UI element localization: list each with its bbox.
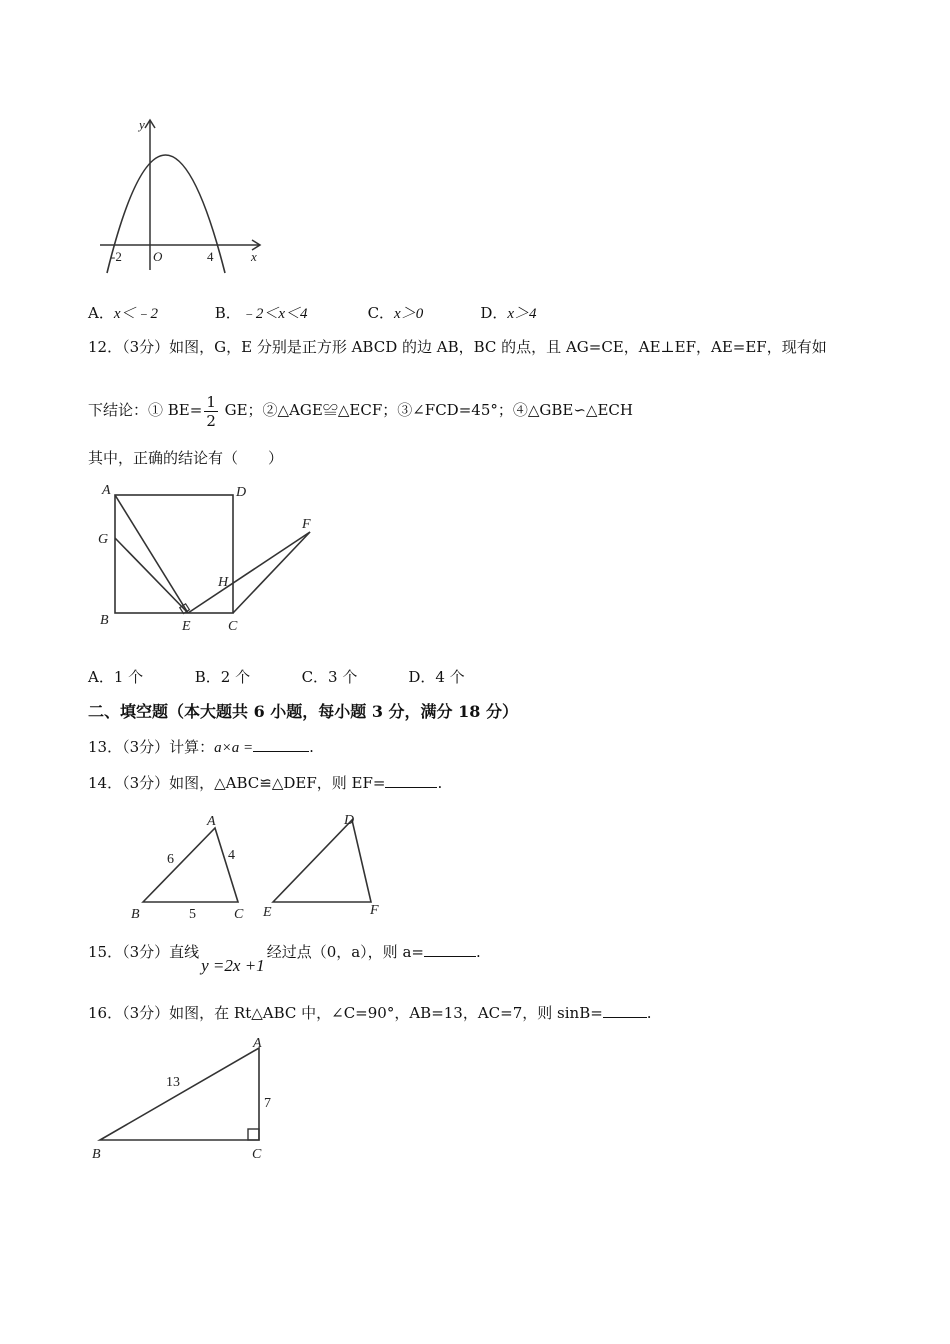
q12-option-b[interactable]: B．2 个 [194,668,251,686]
q12-line2-rest: GE；②△AGE≌△ECF；③∠FCD=45°；④△GBE∽△ECH [219,401,633,419]
q15-answer-blank[interactable] [424,942,476,957]
section2-title: 二、填空题（本大题共 6 小题，每小题 3 分，满分 18 分） [88,702,518,721]
tick-neg-label: -2 [111,249,122,264]
right-triangle-figure [88,1035,288,1165]
label-ac-length: 7 [264,1096,271,1111]
q16-line: 16．（3分）如图，在 Rt△ABC 中，∠C=90°，AB=13，AC=7，则 sinB= . [88,1004,652,1022]
x-axis-label: x [251,249,257,264]
q11-option-a[interactable]: A．x＜﹣2 [88,304,159,322]
label-b: B [100,613,109,628]
label-c: C [234,907,244,922]
q13-line: 13．（3分）计算：a×a = . [88,738,314,756]
square-figure [90,478,330,638]
label-b: B [131,907,140,922]
triangle-abc [143,828,238,902]
q12-fraction: $\frac{1}{2}$ [206,392,216,430]
triangle-def [273,820,371,902]
q12-option-d[interactable]: D．4 个 [408,668,465,686]
q13-expression: a×a = [214,740,254,756]
segment-ef [188,532,310,613]
label-c: C [228,619,238,634]
q15-line-equation: y =2x +1 [201,956,265,975]
label-e: E [182,619,191,634]
label-f: F [370,903,379,918]
congruent-triangles-figure [125,808,395,926]
segment-cf [233,532,310,613]
q14-answer-blank[interactable] [385,773,437,788]
label-ab-length: 6 [167,852,174,867]
parabola-graph [95,115,275,275]
q12-line2-prefix: 下结论：① BE= [88,401,203,419]
q11-option-c[interactable]: C．x＞0 [367,304,424,322]
origin-label: O [153,249,163,264]
q11-option-b[interactable]: B．﹣2＜x＜4 [214,304,308,322]
segment-ae [115,495,188,613]
label-e: E [263,905,272,920]
label-ac-length: 4 [228,848,235,863]
q12-option-c[interactable]: C．3 个 [301,668,358,686]
q13-answer-blank[interactable] [253,737,309,752]
segment-ge [115,538,188,613]
label-ab-length: 13 [166,1075,180,1090]
label-h: H [218,575,229,590]
label-c: C [252,1147,262,1162]
label-g: G [98,532,109,547]
right-angle-mark [248,1129,259,1140]
label-a: A [102,483,111,498]
label-d: D [344,813,355,828]
label-b: B [92,1147,101,1162]
q16-answer-blank[interactable] [603,1003,647,1018]
q12-options [88,667,465,687]
q12-stem-line1: 12．（3分）如图，G，E 分别是正方形 ABCD 的边 AB，BC 的点，且 AG=CE，AE⊥EF，AE=EF，现有如 [88,338,827,356]
label-bc-length: 5 [189,907,196,922]
label-a: A [253,1036,262,1051]
q12-conclusions [88,390,633,430]
triangle-abc [100,1048,259,1140]
q11-option-d[interactable]: D．x＞4 [480,304,537,322]
label-f: F [302,517,311,532]
y-axis-label: y [139,117,145,132]
q12-question: 其中，正确的结论有（ ） [88,449,284,467]
label-a: A [207,814,216,829]
tick-pos-label: 4 [207,249,214,264]
q12-option-a[interactable]: A．1 个 [88,668,144,686]
q11-options [88,303,537,324]
q15-line: 15．（3分）直线y =2x +1经过点（0，a），则 a= . [88,943,481,975]
label-d: D [236,485,247,500]
q14-line: 14．（3分）如图，△ABC≌△DEF，则 EF= . [88,774,443,792]
